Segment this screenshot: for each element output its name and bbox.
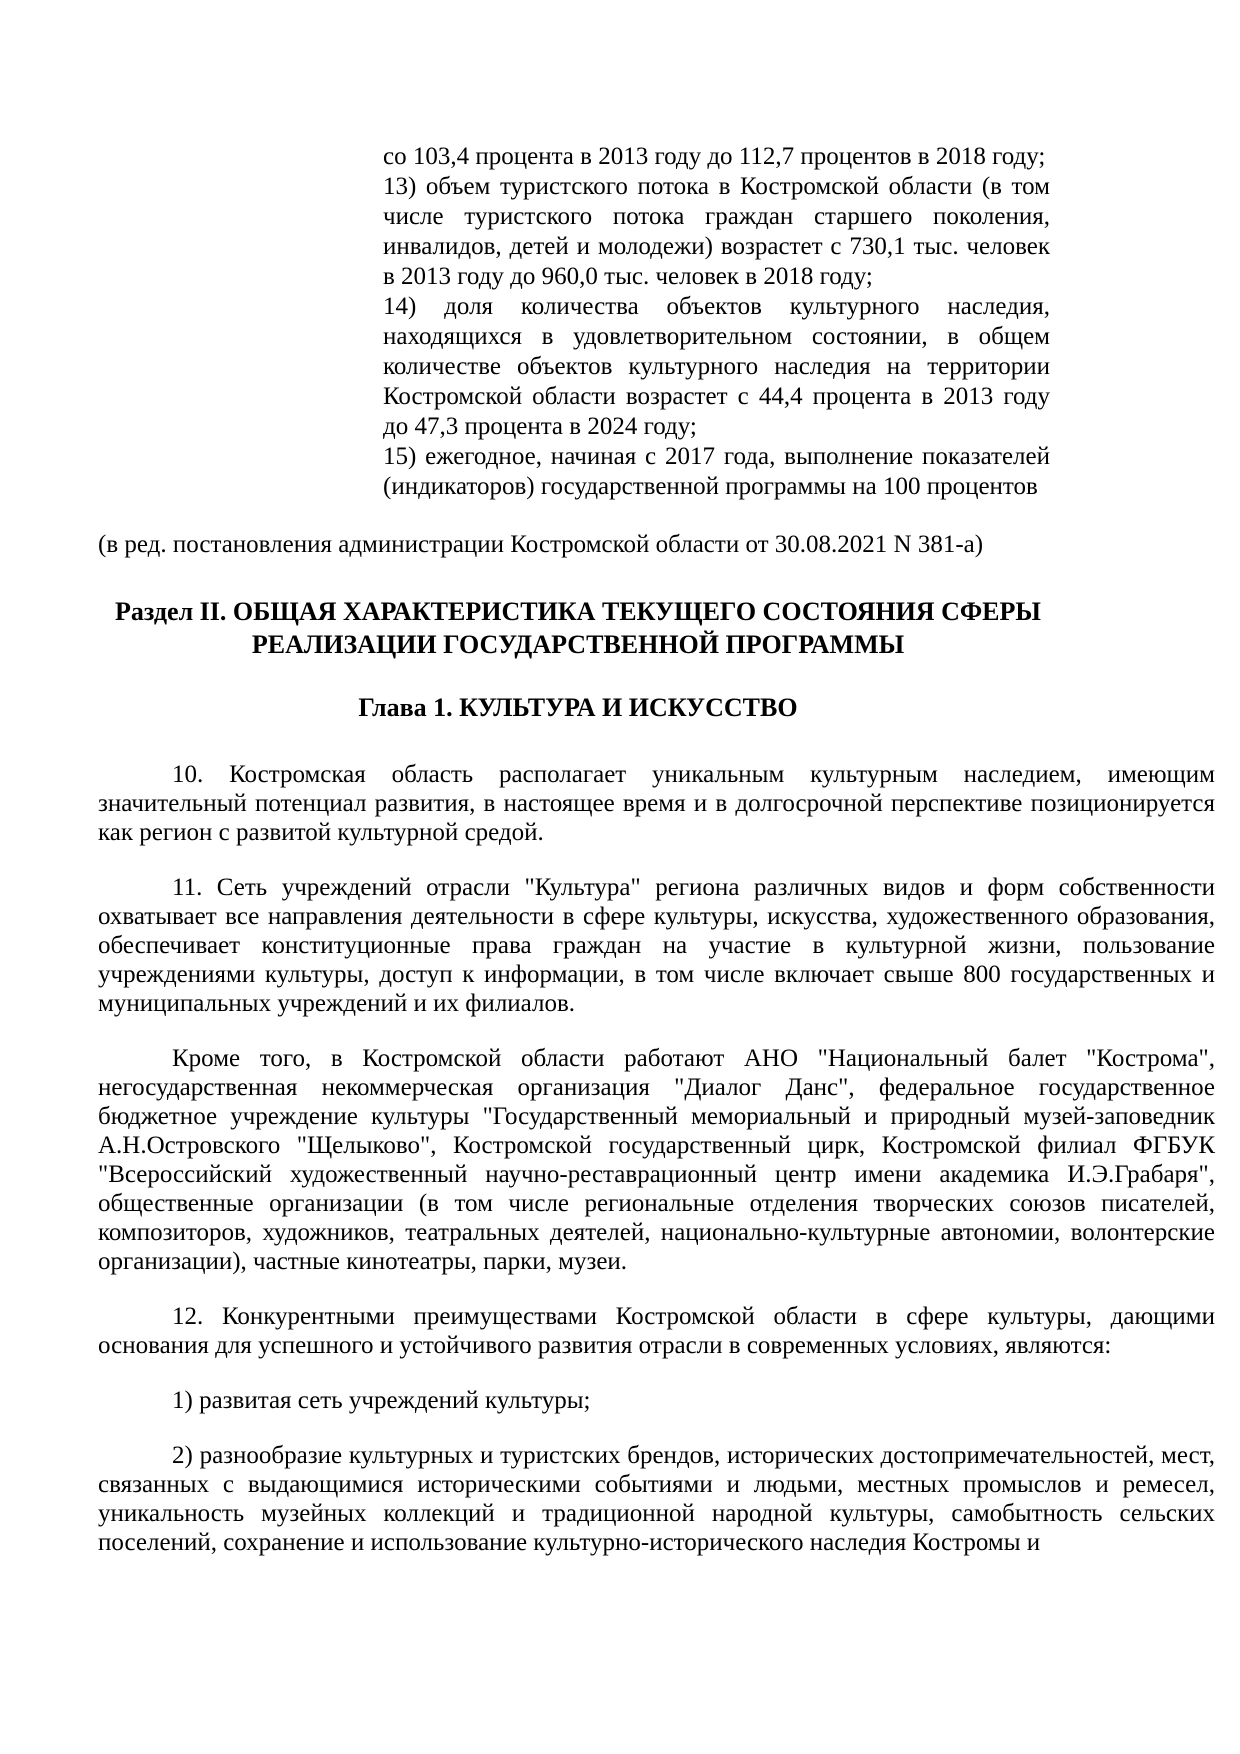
body-paragraph: Кроме того, в Костромской области работают АНО "Национальный балет "Кострома", негосударственная некоммерческая организация "Диалог Данс", федеральное государственное бюджетное учреждение культуры "Государственный мемориальный и природный музей-заповедник А.Н.Островского "Щелыково", Костромской государственный цирк, Костромской филиал ФГБУК "Всероссийский художественный научно-реставрационный центр имени академика И.Э.Грабаря", общественные организации (в том числе региональные отделения творческих союзов писателей, композиторов, художников, театральных деятелей, национально-культурные автономии, волонтерские организации), частные кинотеатры, парки, музеи. bbox=[98, 1045, 1215, 1275]
quote-paragraph: 15) ежегодное, начиная с 2017 года, выполнение показателей (индикаторов) государственной программы на 100 процентов bbox=[383, 443, 1050, 500]
body-paragraph: 10. Костромская область располагает уникальным культурным наследием, имеющим значительный потенциал развития, в настоящее время и в долгосрочной перспективе позиционируется как регион с развитой культурной средой. bbox=[98, 761, 1215, 846]
headings-group bbox=[98, 595, 1058, 724]
body-paragraph: 12. Конкурентными преимуществами Костромской области в сфере культуры, дающими основания для успешного и устойчивого развития отрасли в современных условиях, являются: bbox=[98, 1303, 1215, 1359]
section-heading: Раздел II. ОБЩАЯ ХАРАКТЕРИСТИКА ТЕКУЩЕГО СОСТОЯНИЯ СФЕРЫ РЕАЛИЗАЦИИ ГОСУДАРСТВЕННОЙ ПРОГРАММЫ bbox=[115, 597, 1041, 659]
list-item: 1) развитая сеть учреждений культуры; bbox=[172, 1387, 591, 1414]
quote-paragraph: со 103,4 процента в 2013 году до 112,7 процентов в 2018 году; bbox=[383, 143, 1046, 170]
chapter-heading: Глава 1. КУЛЬТУРА И ИСКУССТВО bbox=[358, 693, 798, 722]
quote-paragraph: 13) объем туристского потока в Костромской области (в том числе туристского потока граждан старшего поколения, инвалидов, детей и молодежи) возрастет с 730,1 тыс. человек в 2013 году до 960,0 тыс. человек в 2018 году; bbox=[383, 173, 1050, 290]
amendment-note: (в ред. постановления администрации Костромской области от 30.08.2021 N 381-а) bbox=[98, 531, 984, 558]
quote-paragraph: 14) доля количества объектов культурного наследия, находящихся в удовлетворительном состоянии, в общем количестве объектов культурного наследия на территории Костромской области возрастет с 44,4 процента в 2013 году до 47,3 процента в 2024 году; bbox=[383, 293, 1050, 440]
list-item: 2) разнообразие культурных и туристских брендов, исторических достопримечательностей, мест, связанных с выдающимися историческими событиями и людьми, местных промыслов и ремесел, уникальность музейных коллекций и традиционной народной культуры, самобытность сельских поселений, сохранение и использование культурно-исторического наследия Костромы и bbox=[98, 1442, 1215, 1556]
quote-block bbox=[383, 142, 1050, 502]
body-paragraph: 11. Сеть учреждений отрасли "Культура" региона различных видов и форм собственности охватывает все направления деятельности в сфере культуры, искусства, художественного образования, обеспечивает конституционные права граждан на участие в культурной жизни, пользование учреждениями культуры, доступ к информации, в том числе включает свыше 800 государственных и муниципальных учреждений и их филиалов. bbox=[98, 874, 1215, 1017]
